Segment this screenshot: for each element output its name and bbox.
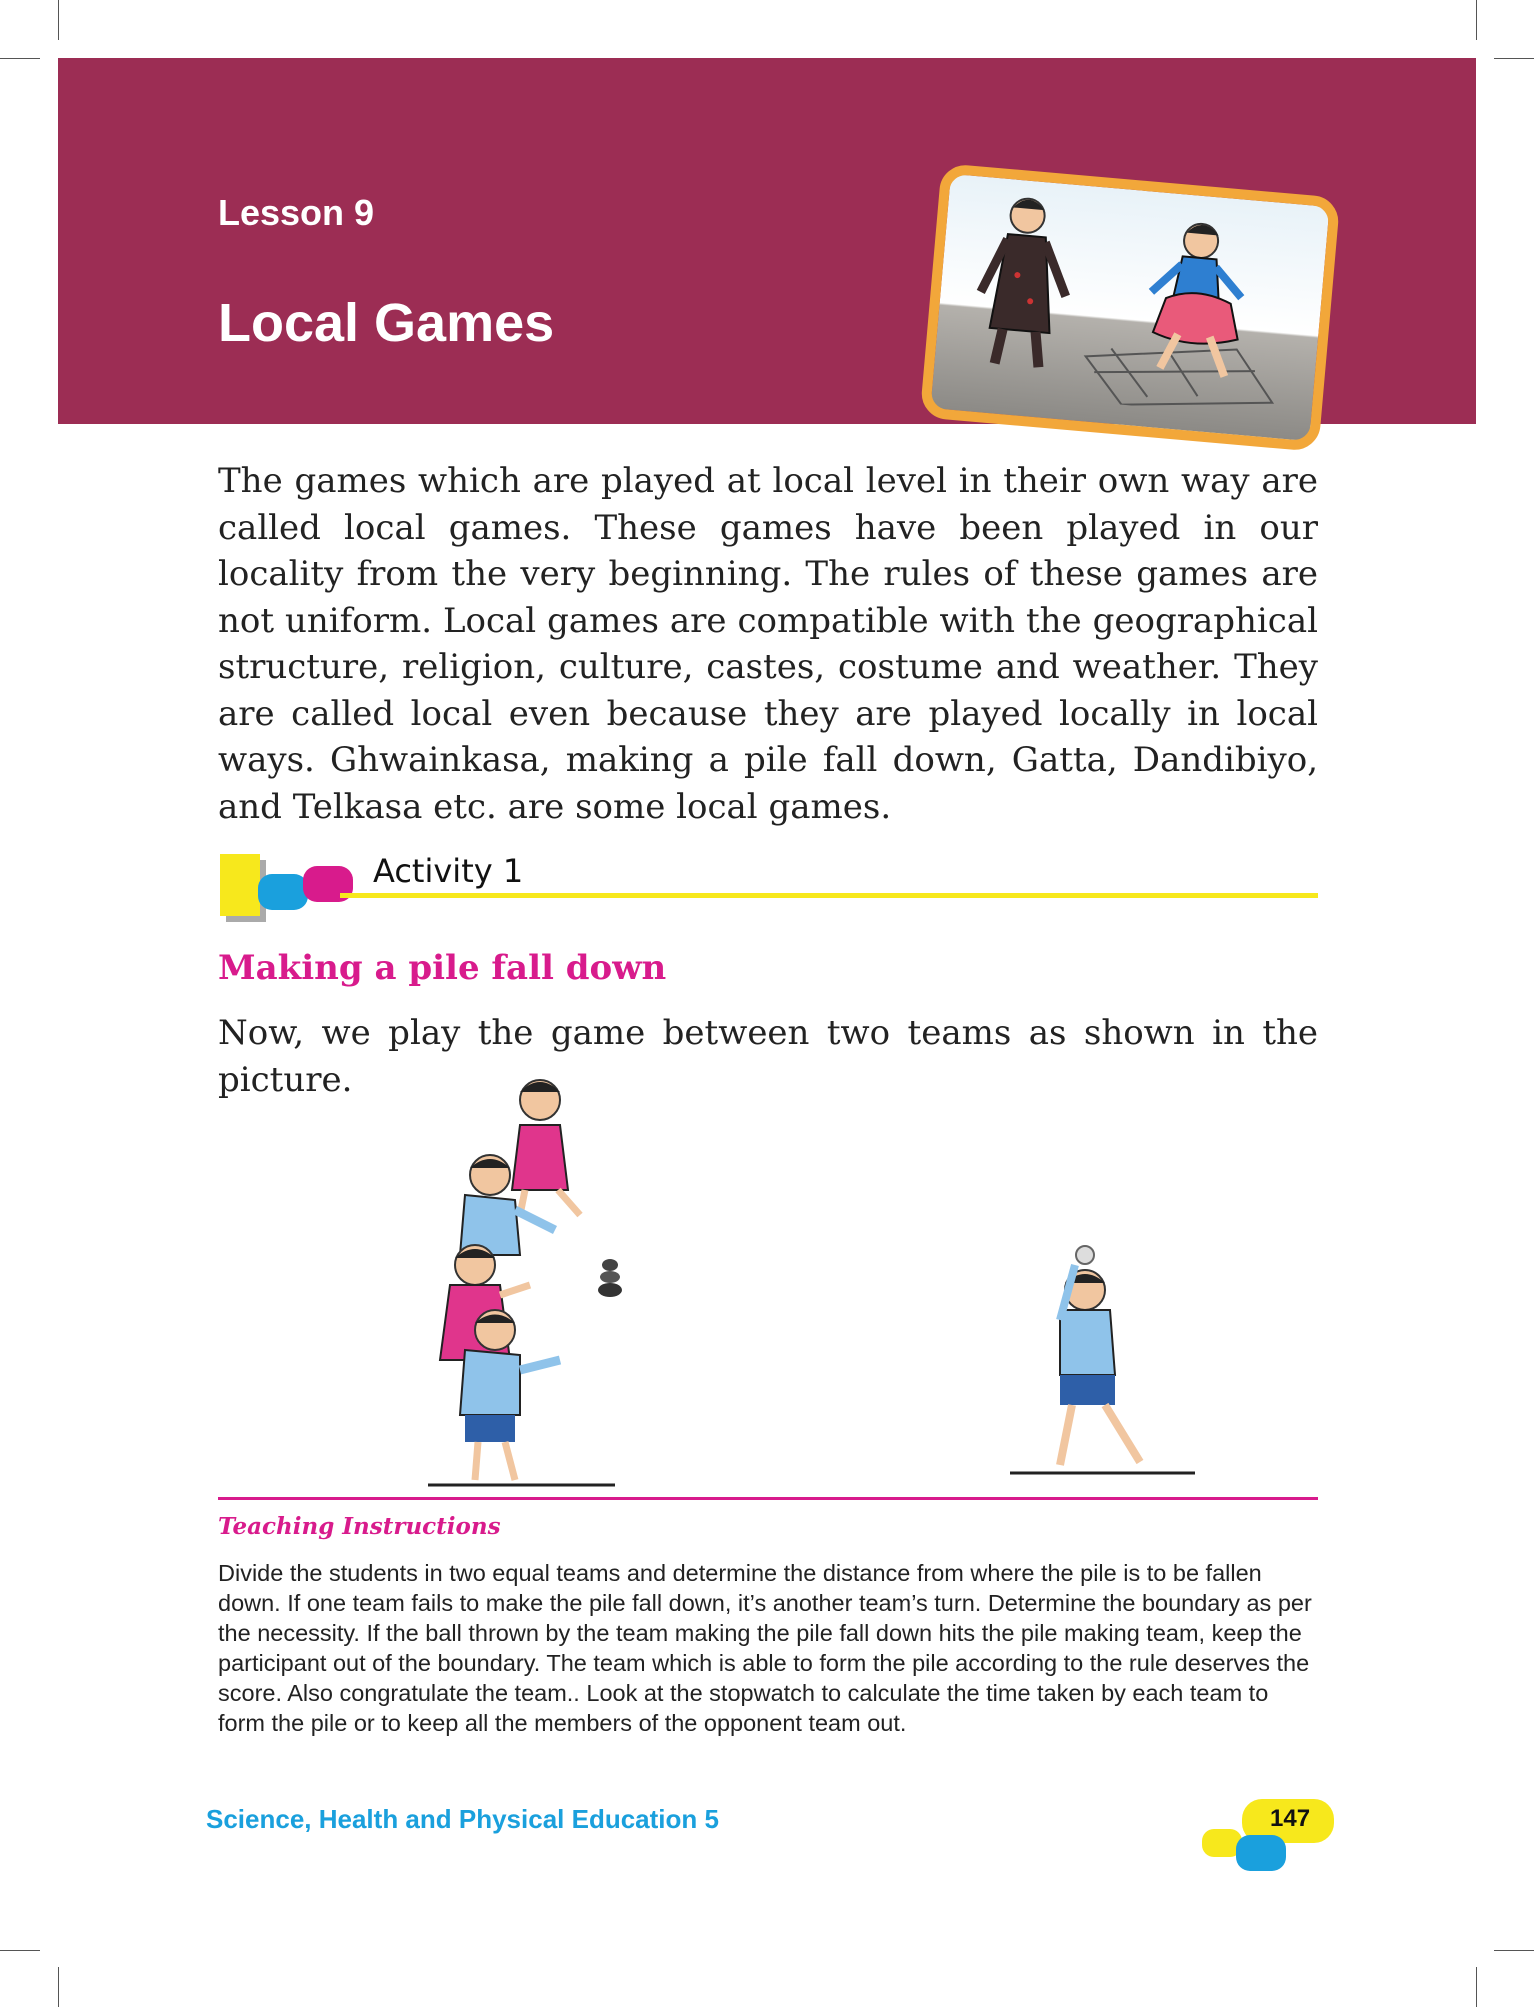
crop-mark bbox=[58, 0, 59, 40]
pile-game-illustration bbox=[420, 1070, 1220, 1500]
teaching-instructions-body: Divide the students in two equal teams and determine the distance from where the pile is to be fallen down. If one team fails to make the pile fall down, it’s another team’s turn. Determine the boundary as per the necessity. If the ball thrown by the team making the pile fall down hits the pile making team, keep the participant out of the boundary. The team which is able to form the pile according to the rule deserves the score. Also congratulate the team.. Look at the stopwatch to calculate the time taken by each team to form the pile or to keep all the members of the opponent team out. bbox=[218, 1560, 1312, 1736]
book-title: Science, Health and Physical Education 5 bbox=[206, 1804, 719, 1834]
activity-heading: Making a pile fall down bbox=[218, 948, 667, 988]
crop-mark bbox=[1476, 0, 1477, 40]
hopscotch-illustration bbox=[920, 163, 1341, 452]
activity-underline bbox=[340, 893, 1318, 898]
crop-mark bbox=[1494, 58, 1534, 59]
teaching-instructions-heading: Teaching Instructions bbox=[218, 1513, 501, 1540]
activity-label: Activity 1 bbox=[373, 852, 524, 890]
crop-mark bbox=[58, 1967, 59, 2007]
activity-badge-icon bbox=[218, 846, 368, 926]
lesson-title: Local Games bbox=[218, 293, 555, 353]
page-number: 147 bbox=[1270, 1805, 1311, 1832]
crop-mark bbox=[0, 1950, 40, 1951]
crop-mark bbox=[1494, 1950, 1534, 1951]
section-divider bbox=[218, 1497, 1318, 1500]
intro-paragraph: The games which are played at local level in their own way are called local games. These games have been played in our locality from the very beginning. The rules of these games are not uniform. Local games are compatible with the geographical structure, religion, culture, castes, costume and weather. They are called local even because they are played locally in local ways. Ghwainkasa, making a pile fall down, Gatta, Dandibiyo, and Telkasa etc. are some local games. bbox=[218, 461, 1318, 827]
lesson-number: Lesson 9 bbox=[218, 192, 375, 233]
activity-text: Now, we play the game between two teams as shown in the picture. bbox=[218, 1013, 1318, 1100]
crop-mark bbox=[0, 58, 40, 59]
crop-mark bbox=[1476, 1967, 1477, 2007]
